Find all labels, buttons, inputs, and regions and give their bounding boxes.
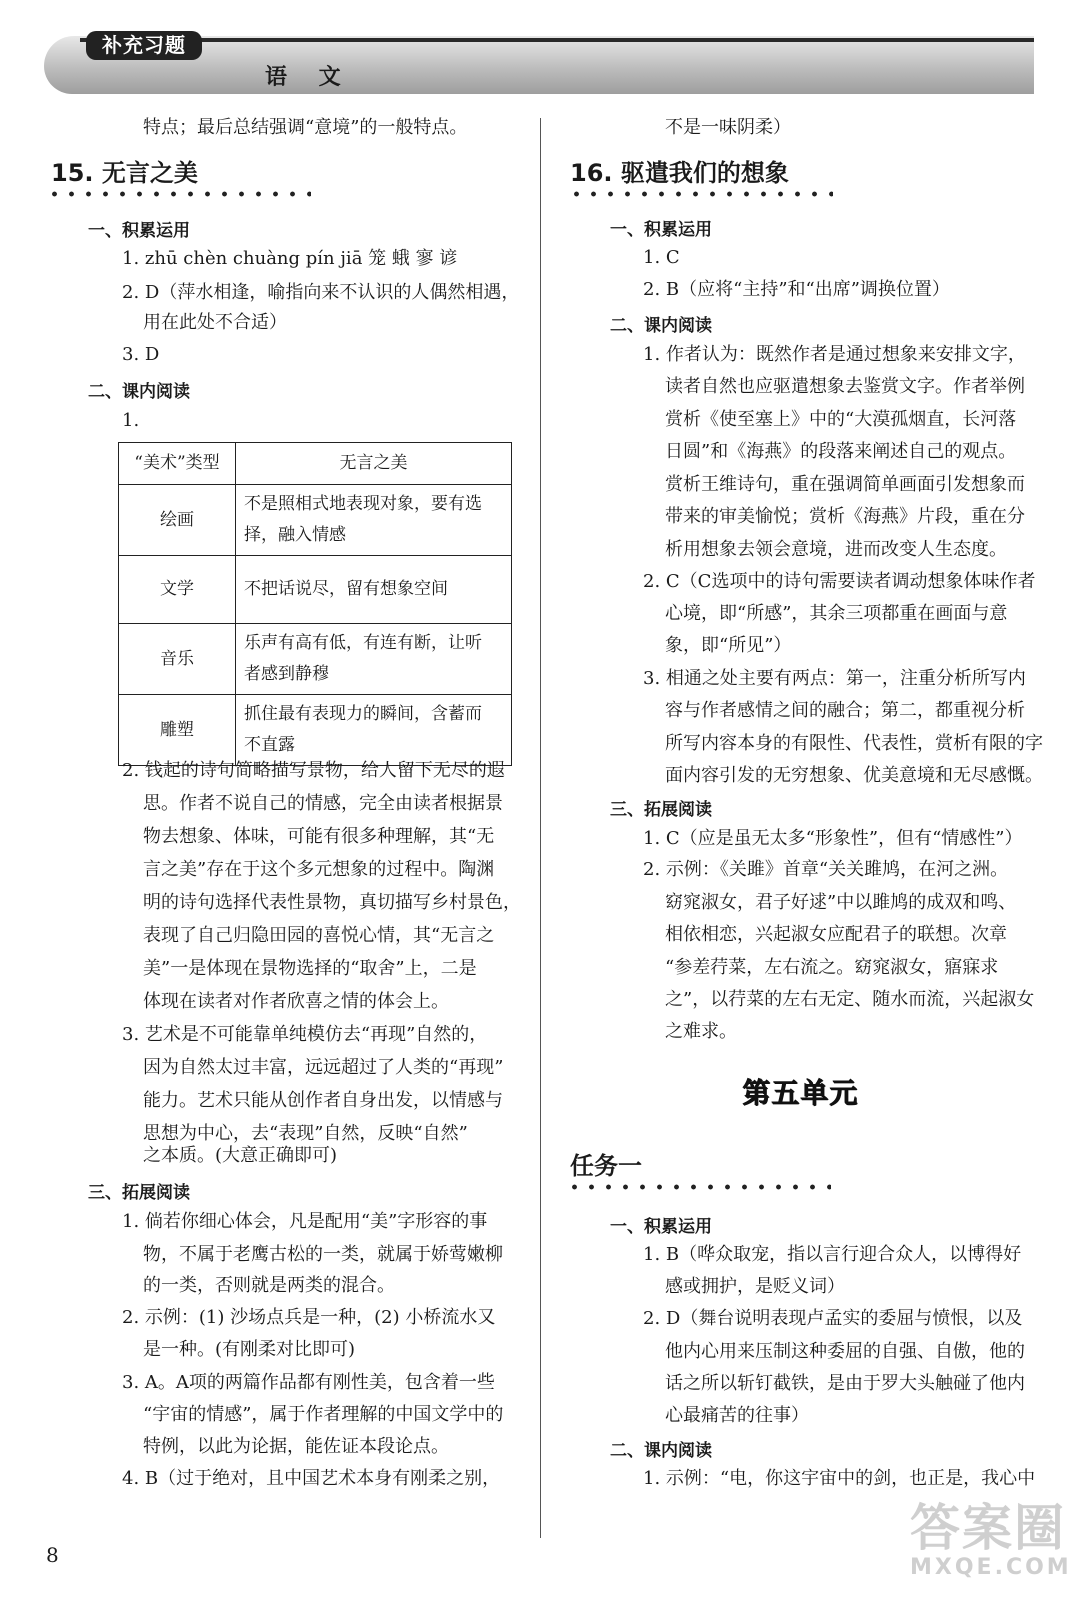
right-answer-line: 赏析《使至塞上》中的“大漠孤烟直，长河落 bbox=[665, 409, 1017, 430]
table-row bbox=[119, 485, 512, 556]
left-answer-line: 明的诗句选择代表性景物，真切描写乡村景色， bbox=[143, 892, 521, 913]
left-answer-line: 是一种。(有刚柔对比即可) bbox=[143, 1339, 356, 1360]
left-answer-line: 体现在读者对作者欣喜之情的体会上。 bbox=[143, 991, 449, 1012]
left-answer-line: 4. B（过于绝对，且中国艺术本身有刚柔之别， bbox=[122, 1468, 501, 1489]
header-subject: 语 文 bbox=[265, 65, 353, 90]
right-answer-line: 所写内容本身的有限性、代表性，赏析有限的字 bbox=[665, 733, 1043, 754]
right-answer-line: 他内心用来压制这种委屈的自强、自傲，他的 bbox=[665, 1341, 1025, 1362]
right-answer-line: 析用想象去领会意境，进而改变人生态度。 bbox=[665, 539, 1007, 560]
left-answer-line: 思。作者不说自己的情感，完全由读者根据景 bbox=[143, 793, 503, 814]
right-answer-line: 赏析王维诗句，重在强调简单画面引发想象而 bbox=[665, 474, 1025, 495]
right-section-heading: 二、课内阅读 bbox=[610, 316, 712, 336]
table-cell-beauty: 乐声有高有低，有连有断，让听 者感到静穆 bbox=[236, 624, 512, 695]
left-lesson-title: 15. 无言之美 bbox=[51, 159, 198, 187]
left-answer-line: 表现了自己归隐田园的喜悦心情，其“无言之 bbox=[143, 925, 495, 946]
table-cell-type: 音乐 bbox=[119, 624, 236, 695]
right-title-dots bbox=[568, 191, 833, 197]
right-answer-line: 带来的审美愉悦；赏析《海燕》片段，重在分 bbox=[665, 506, 1025, 527]
left-answer-line: 特例，以此为论据，能佐证本段论点。 bbox=[143, 1436, 449, 1457]
left-answer-line: 3. A。A项的两篇作品都有刚性美，包含着一些 bbox=[122, 1372, 495, 1393]
right-lesson-title: 16. 驱遣我们的想象 bbox=[570, 159, 789, 187]
right-section-heading: 一、积累运用 bbox=[610, 220, 712, 240]
watermark-logo: 答案圈 bbox=[910, 1499, 1066, 1557]
table-header-cell: 无言之美 bbox=[236, 443, 512, 485]
right-answer-line: 日圆”和《海燕》的段落来阐述自己的观点。 bbox=[665, 441, 1017, 462]
table-row bbox=[119, 695, 512, 766]
right-answer-line: 1. 示例：“电，你这宇宙中的剑，也正是，我心中 bbox=[643, 1468, 1036, 1489]
left-answer-line: 的一类，否则就是两类的混合。 bbox=[143, 1275, 395, 1296]
left-answer-line: 物，不属于老鹰古松的一类，就属于娇莺嫩柳 bbox=[143, 1244, 503, 1265]
left-answer-line: 思想为中心，去“表现”自然，反映“自然” bbox=[143, 1123, 468, 1144]
right-answer-line: 2. D（舞台说明表现卢孟实的委屈与愤恨，以及 bbox=[643, 1308, 1023, 1329]
left-section-heading: 一、积累运用 bbox=[88, 221, 190, 241]
right-answer-line: 之”，以荇菜的左右无定、随水而流，兴起淑女 bbox=[665, 989, 1035, 1010]
table-cell-beauty: 抓住最有表现力的瞬间，含蓄而 不直露 bbox=[236, 695, 512, 766]
table-cell-type: 绘画 bbox=[119, 485, 236, 556]
left-answer-line: 之本质。(大意正确即可) bbox=[143, 1145, 338, 1166]
right-answer-line: 读者自然也应驱遣想象去鉴赏文字。作者举例 bbox=[665, 376, 1025, 397]
table-cell-beauty: 不是照相式地表现对象，要有选 择，融入情感 bbox=[236, 485, 512, 556]
left-title-dots bbox=[46, 191, 311, 197]
right-section-heading: 一、积累运用 bbox=[610, 1217, 712, 1237]
table-cell-type: 文学 bbox=[119, 556, 236, 624]
right-answer-line: 相依相恋，兴起淑女应配君子的联想。次章 bbox=[665, 924, 1007, 945]
header-tab: 补充习题 bbox=[86, 31, 202, 60]
right-answer-line: 3. 相通之处主要有两点：第一，注重分析所写内 bbox=[643, 668, 1026, 689]
table-cell-type: 雕塑 bbox=[119, 695, 236, 766]
right-answer-line: 心境，即“所感”，其余三项都重在画面与意 bbox=[665, 603, 1008, 624]
left-answer-line: 言之美”存在于这个多元想象的过程中。陶渊 bbox=[143, 859, 495, 880]
left-answer-line: 用在此处不合适） bbox=[143, 312, 287, 333]
task-title: 任务一 bbox=[570, 1152, 642, 1180]
right-answer-line: 容与作者感情之间的融合；第二，都重视分析 bbox=[665, 700, 1025, 721]
right-answer-line: 2. B（应将“主持”和“出席”调换位置） bbox=[643, 279, 950, 300]
right-section-heading: 二、课内阅读 bbox=[610, 1441, 712, 1461]
right-answer-line: 窈窕淑女，君子好逑”中以雎鸠的成双和鸣、 bbox=[665, 892, 1017, 913]
table-row bbox=[119, 624, 512, 695]
table-row bbox=[119, 556, 512, 624]
page-number: 8 bbox=[46, 1543, 59, 1567]
watermark bbox=[910, 1500, 1072, 1580]
left-answer-line: 物去想象、体味，可能有很多种理解，其“无 bbox=[143, 826, 495, 847]
left-answer-line: 能力。艺术只能从创作者自身出发，以情感与 bbox=[143, 1090, 503, 1111]
right-top-line: 不是一味阴柔） bbox=[665, 117, 791, 138]
task-title-dots bbox=[566, 1184, 831, 1190]
left-answer-line: 美”一是体现在景物选择的“取舍”上，二是 bbox=[143, 958, 477, 979]
left-answer-line: 1. zhū chèn chuàng pín jiā 笼 蛾 寥 谚 bbox=[122, 248, 458, 269]
left-answer-line: 2. 示例：(1) 沙场点兵是一种，(2) 小桥流水又 bbox=[122, 1307, 496, 1328]
right-answer-line: 话之所以斩钉截铁，是由于罗大头触碰了他内 bbox=[665, 1373, 1025, 1394]
unit-title: 第五单元 bbox=[742, 1076, 859, 1109]
left-answer-line: 1. 倘若你细心体会，凡是配用“美”字形容的事 bbox=[122, 1211, 488, 1232]
right-answer-line: 象，即“所见”） bbox=[665, 635, 792, 656]
right-section-heading: 三、拓展阅读 bbox=[610, 800, 712, 820]
table-header-cell: “美术”类型 bbox=[119, 443, 236, 485]
right-answer-line: 1. C（应是虽无太多“形象性”，但有“情感性”） bbox=[643, 828, 1023, 849]
left-section-heading: 三、拓展阅读 bbox=[88, 1183, 190, 1203]
table-cell-beauty: 不把话说尽，留有想象空间 bbox=[236, 556, 512, 624]
left-answer-line: 2. 钱起的诗句简略描写景物，给人留下无尽的遐 bbox=[122, 760, 505, 781]
art-type-table bbox=[118, 442, 512, 766]
right-answer-line: 感或拥护，是贬义词） bbox=[665, 1276, 845, 1297]
left-answer-line: 3. D bbox=[122, 344, 160, 365]
right-answer-line: 2. C（C选项中的诗句需要读者调动想象体味作者 bbox=[643, 571, 1036, 592]
table-header-row bbox=[119, 443, 512, 485]
left-answer-line: 2. D（萍水相逢，喻指向来不认识的人偶然相遇， bbox=[122, 282, 520, 303]
header-rule bbox=[80, 38, 1034, 42]
column-divider bbox=[540, 118, 541, 1538]
watermark-url: MXQE.COM bbox=[910, 1555, 1072, 1580]
left-answer-line: 3. 艺术是不可能靠单纯模仿去“再现”自然的， bbox=[122, 1024, 488, 1045]
right-answer-line: “参差荇菜，左右流之。窈窕淑女，寤寐求 bbox=[665, 957, 999, 978]
right-answer-line: 1. C bbox=[643, 247, 680, 268]
right-answer-line: 2. 示例：《关雎》首章“关关雎鸠，在河之洲。 bbox=[643, 859, 1009, 880]
left-answer-line: “宇宙的情感”，属于作者理解的中国文学中的 bbox=[143, 1404, 504, 1425]
right-answer-line: 1. 作者认为：既然作者是通过想象来安排文字， bbox=[643, 344, 1026, 365]
right-answer-line: 心最痛苦的往事） bbox=[665, 1405, 809, 1426]
left-section-heading: 二、课内阅读 bbox=[88, 382, 190, 402]
left-question-number: 1. bbox=[122, 410, 140, 431]
right-answer-line: 面内容引发的无穷想象、优美意境和无尽感慨。 bbox=[665, 765, 1043, 786]
left-answer-line: 因为自然太过丰富，远远超过了人类的“再现” bbox=[143, 1057, 504, 1078]
right-answer-line: 之难求。 bbox=[665, 1021, 737, 1042]
right-answer-line: 1. B（哗众取宠，指以言行迎合众人，以博得好 bbox=[643, 1244, 1022, 1265]
left-top-line: 特点；最后总结强调“意境”的一般特点。 bbox=[143, 117, 468, 138]
